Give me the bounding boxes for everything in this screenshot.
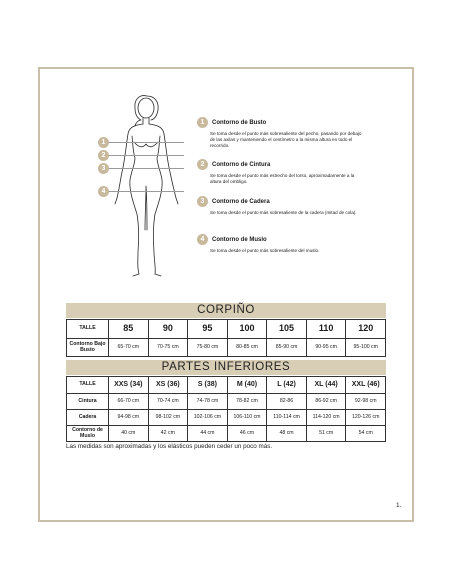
- legend-marker: 2: [197, 159, 208, 170]
- partes-size: L (42): [267, 377, 307, 394]
- corpino-size: 100: [228, 320, 268, 339]
- corpino-row-label: Contorno Bajo Busto: [67, 339, 109, 357]
- figure-marker-3: 3: [98, 163, 109, 174]
- partes-value: 66-70 cm: [109, 394, 149, 410]
- partes-header-label: TALLE: [67, 377, 109, 394]
- corpino-title: CORPIÑO: [66, 303, 386, 318]
- partes-value: 44 cm: [188, 426, 228, 442]
- partes-title: PARTES INFERIORES: [66, 360, 386, 375]
- legend-title: Contorno de Cintura: [212, 161, 271, 168]
- partes-size: XL (44): [307, 377, 347, 394]
- partes-value: 102-106 cm: [188, 410, 228, 426]
- corpino-size: 105: [267, 320, 307, 339]
- corpino-size: 90: [149, 320, 189, 339]
- partes-value: 82-86: [267, 394, 307, 410]
- partes-size: XXS (34): [109, 377, 149, 394]
- corpino-size: 110: [307, 320, 347, 339]
- partes-size: M (40): [228, 377, 268, 394]
- corpino-grid: [66, 319, 386, 357]
- legend-waist: [197, 159, 367, 185]
- figure-marker-4: 4: [98, 186, 109, 197]
- partes-size: XS (36): [149, 377, 189, 394]
- partes-value: 94-98 cm: [109, 410, 149, 426]
- legend-marker: 1: [197, 117, 208, 128]
- corpino-size: 95: [188, 320, 228, 339]
- bust-guide-line: [104, 142, 184, 143]
- figure-marker-2: 2: [98, 150, 109, 161]
- legend-title: Contorno de Cadera: [212, 198, 270, 205]
- woman-silhouette-icon: [95, 90, 191, 278]
- partes-value: 114-120 cm: [307, 410, 347, 426]
- partes-value: 42 cm: [149, 426, 189, 442]
- partes-value: 74-78 cm: [188, 394, 228, 410]
- corpino-value: 75-80 cm: [188, 339, 228, 357]
- figure-marker-1: 1: [98, 137, 109, 148]
- partes-value: 120-126 cm: [346, 410, 386, 426]
- partes-grid: [66, 376, 386, 442]
- partes-inferiores-table: [66, 360, 386, 442]
- legend-description: Se toma desde el punto más estrecho del torso, aproximadamente a la altura del ombligo.: [210, 173, 355, 184]
- legend-description: Se toma desde el punto más sobresaliente del pecho, pasando por debajo de las axilas y manteniendo el centímetro a la misma altura en todo el recorrido.: [210, 131, 362, 148]
- partes-value: 106-110 cm: [228, 410, 268, 426]
- legend-title: Contorno de Muslo: [212, 236, 267, 243]
- partes-row-label: Cadera: [67, 410, 109, 426]
- legend-marker: 3: [197, 196, 208, 207]
- corpino-value: 65-70 cm: [109, 339, 149, 357]
- partes-value: 78-82 cm: [228, 394, 268, 410]
- partes-value: 70-74 cm: [149, 394, 189, 410]
- legend-description: Se toma desde el punto más sobresaliente del muslo.: [210, 248, 320, 253]
- legend-description: Se toma desde el punto más sobresaliente de la cadera (mitad de cola).: [210, 210, 357, 215]
- partes-size: S (38): [188, 377, 228, 394]
- thigh-guide-line: [104, 191, 184, 192]
- partes-value: 46 cm: [228, 426, 268, 442]
- legend-marker: 4: [197, 234, 208, 245]
- legend-hip: [197, 196, 367, 216]
- hip-guide-line: [104, 168, 184, 169]
- measurement-note: Las medidas son aproximadas y los elásticos pueden ceder un poco más.: [66, 443, 273, 450]
- partes-value: 92-98 cm: [346, 394, 386, 410]
- corpino-size: 85: [109, 320, 149, 339]
- partes-value: 86-92 cm: [307, 394, 347, 410]
- corpino-value: 90-95 cm: [307, 339, 347, 357]
- corpino-value: 95-100 cm: [346, 339, 386, 357]
- waist-guide-line: [104, 155, 184, 156]
- partes-value: 110-114 cm: [267, 410, 307, 426]
- corpino-header-label: TALLE: [67, 320, 109, 339]
- partes-size: XXL (46): [346, 377, 386, 394]
- partes-value: 51 cm: [307, 426, 347, 442]
- corpino-value: 80-85 cm: [228, 339, 268, 357]
- page-number: 1.: [396, 502, 402, 509]
- partes-value: 40 cm: [109, 426, 149, 442]
- corpino-size: 120: [346, 320, 386, 339]
- partes-row-label: Contorno de Muslo: [67, 426, 109, 442]
- corpino-value: 70-75 cm: [149, 339, 189, 357]
- partes-row-label: Cintura: [67, 394, 109, 410]
- corpino-table: [66, 303, 386, 357]
- partes-value: 48 cm: [267, 426, 307, 442]
- partes-value: 98-102 cm: [149, 410, 189, 426]
- legend-thigh: [197, 234, 367, 254]
- corpino-value: 85-90 cm: [267, 339, 307, 357]
- partes-value: 54 cm: [346, 426, 386, 442]
- body-figure-illustration: [95, 90, 191, 278]
- legend-title: Contorno de Busto: [212, 119, 267, 126]
- legend-bust: [197, 117, 367, 149]
